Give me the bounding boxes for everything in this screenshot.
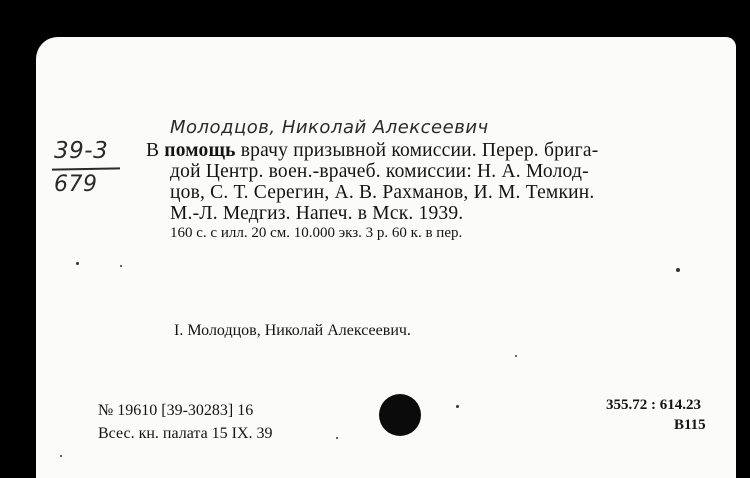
classification-number: 355.72 : 614.23 (606, 397, 701, 413)
cutter-number: В115 (674, 417, 706, 433)
entry-prefix: В (146, 140, 160, 161)
tracing-entry: I. Молодцов, Николай Алексеевич. (174, 322, 411, 339)
entry-line-1 (146, 140, 598, 162)
speck (60, 455, 62, 457)
entry-title-rest: врачу призывной комиссии. Перер. брига- (235, 140, 599, 161)
card-punch-hole (379, 394, 421, 436)
call-number-bottom: 679 (54, 172, 98, 197)
book-chamber-stamp: Всес. кн. палата 15 IX. 39 (98, 425, 273, 442)
speck (676, 268, 680, 272)
call-number-top: 39-3 (54, 138, 109, 164)
entry-line-4: М.-Л. Медгиз. Напеч. в Мск. 1939. (170, 203, 464, 224)
entry-title-bold: помощь (164, 140, 236, 161)
entry-line-3: цов, С. Т. Серегин, А. В. Рахманов, И. М. Темкин. (170, 182, 595, 203)
card-edge-shadow (744, 46, 750, 478)
speck (456, 405, 459, 408)
speck (76, 262, 79, 265)
speck (336, 437, 338, 439)
record-number: № 19610 [39-30283] 16 (98, 402, 254, 419)
speck (515, 355, 517, 357)
handwritten-author: Молодцов, Николай Алексеевич (170, 117, 489, 138)
entry-line-2: дой Центр. воен.-врачеб. комиссии: Н. А. Молод- (170, 161, 589, 182)
speck (120, 265, 122, 267)
entry-physical-description: 160 с. с илл. 20 см. 10.000 экз. 3 р. 60 к. в пер. (170, 225, 463, 241)
